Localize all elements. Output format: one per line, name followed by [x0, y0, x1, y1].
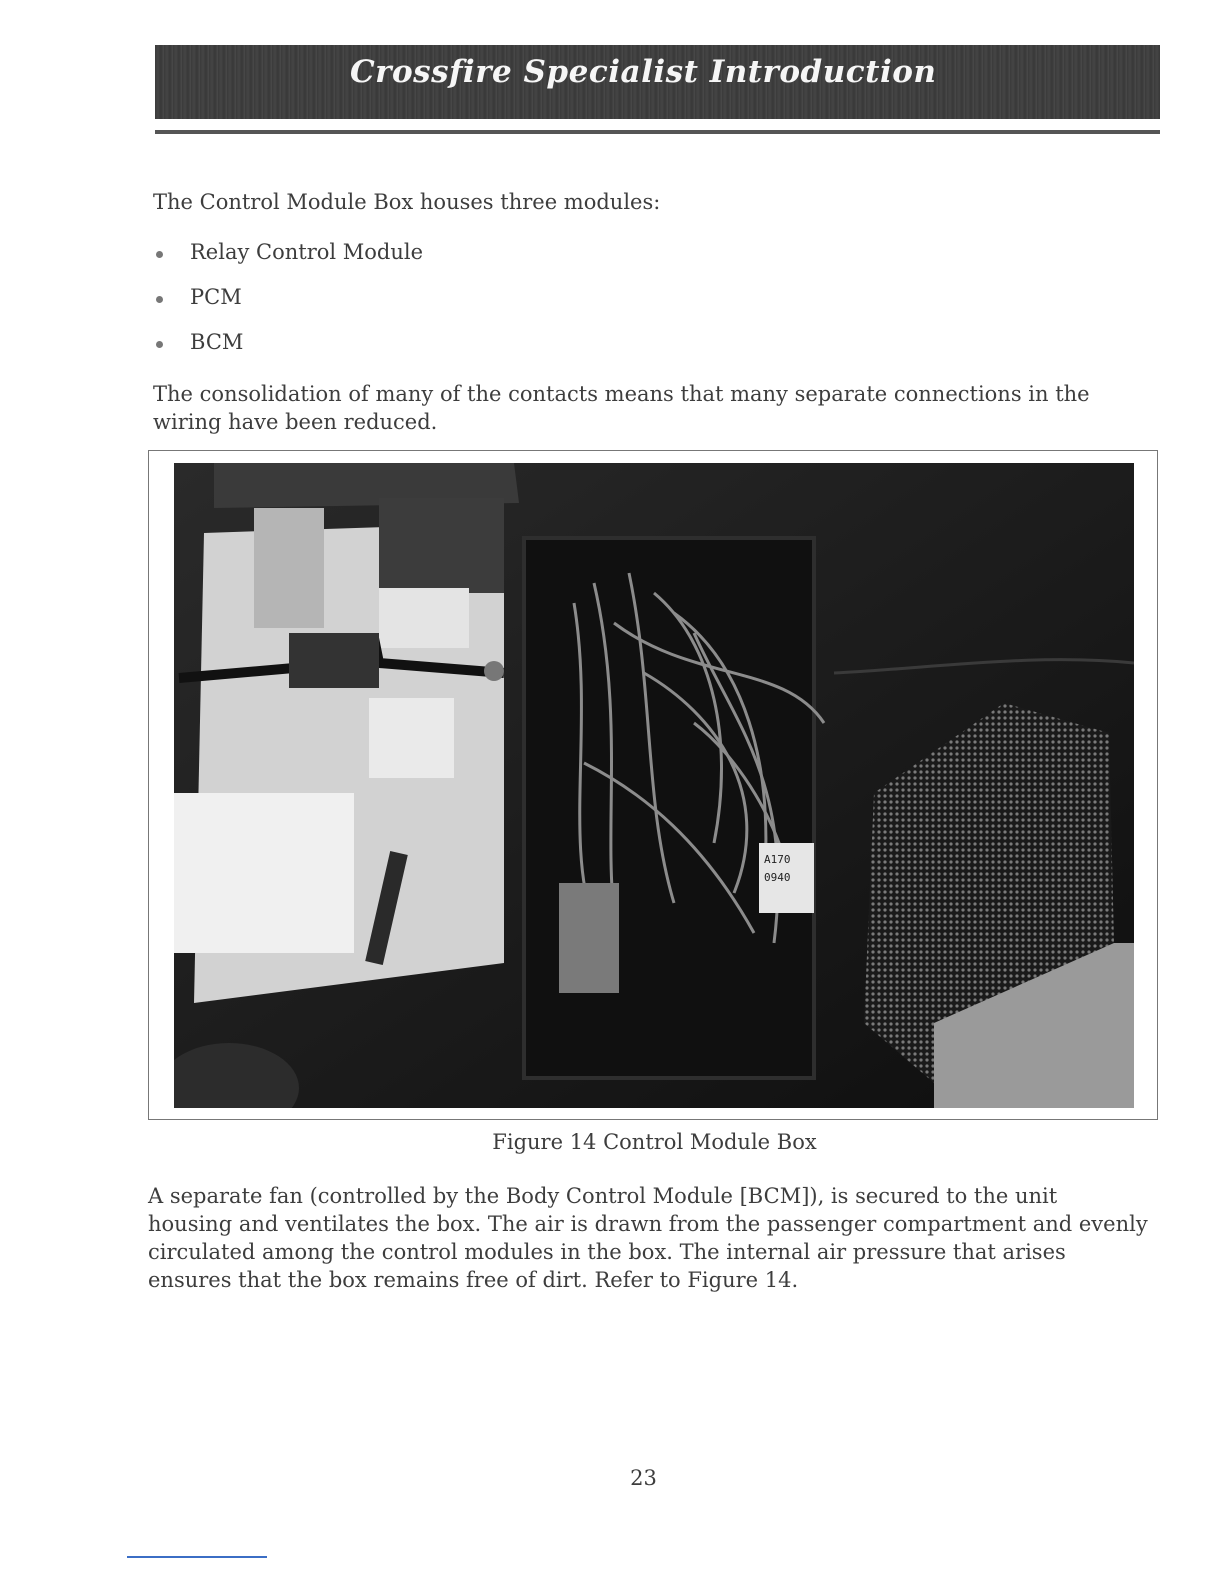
- header-rule: [155, 130, 1160, 134]
- module-label-line-2: 0940: [764, 871, 791, 884]
- connector-plug: [559, 883, 619, 993]
- consolidation-paragraph: The consolidation of many of the contacts means that many separate connections in the wiring have been reduced.: [153, 382, 1090, 434]
- bullet-icon: [156, 341, 163, 348]
- warning-label: [379, 588, 469, 648]
- intro-paragraph: The Control Module Box houses three modules:: [153, 190, 661, 214]
- bullet-icon: [156, 296, 163, 303]
- list-item-label: Relay Control Module: [190, 240, 424, 264]
- footer-rule: [127, 1556, 267, 1558]
- module-label-line-1: A170: [764, 853, 791, 866]
- photo-illustration: [174, 463, 1134, 1108]
- battery-cover: [379, 498, 504, 593]
- section-title: Crossfire Specialist Introduction: [350, 54, 937, 90]
- clamp-block: [289, 633, 379, 688]
- fan-paragraph: A separate fan (controlled by the Body Control Module [BCM]), is secured to the unit housing and ventilates the box. The air is drawn from the passenger compartment and evenly circulated among the control modules in the box. The internal air pressure that arises ensures that the box remains free of dirt. Refer to Figure 14.: [148, 1184, 1148, 1292]
- figure-caption-text: Figure 14 Control Module Box: [492, 1130, 817, 1154]
- list-item: [153, 328, 423, 373]
- list-item: [153, 238, 423, 283]
- control-module-box-photo: [174, 463, 1134, 1108]
- bullet-icon: [156, 251, 163, 258]
- list-item-label: BCM: [190, 330, 244, 354]
- battery-symbol-label: [369, 698, 454, 778]
- battery-highlight: [174, 793, 354, 953]
- battery-label: [254, 508, 324, 628]
- page-number: 23: [630, 1466, 657, 1490]
- module-list: [153, 238, 423, 373]
- figure-frame: [148, 450, 1158, 1120]
- list-item-label: PCM: [190, 285, 242, 309]
- list-item: [153, 283, 423, 328]
- figure-caption: [0, 1130, 1224, 1154]
- clamp-bolt: [484, 661, 504, 681]
- section-header-bar: [155, 45, 1160, 119]
